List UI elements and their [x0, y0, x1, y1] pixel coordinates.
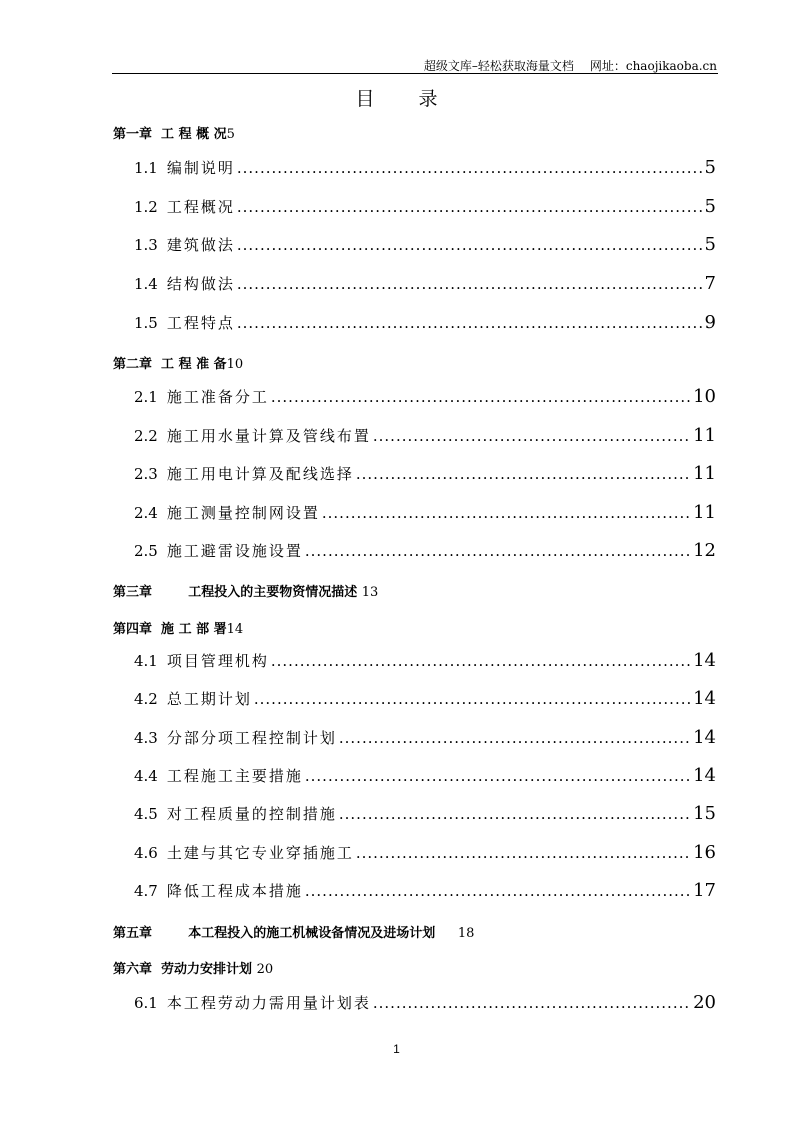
dot-leader: [305, 882, 691, 900]
section-label: 对工程质量的控制措施: [166, 805, 337, 823]
dot-leader: [356, 465, 691, 483]
section-number: 1.2: [134, 198, 158, 216]
page-ref: 5: [704, 196, 716, 217]
toc-section[interactable]: [134, 502, 716, 523]
dot-leader: [373, 427, 691, 445]
dot-leader: [305, 542, 691, 560]
section-number: 1.5: [134, 314, 158, 332]
section-number: 4.5: [134, 805, 158, 823]
toc-section[interactable]: [134, 386, 716, 407]
toc-chapter[interactable]: [113, 958, 273, 977]
toc-section[interactable]: [134, 803, 716, 824]
toc-section[interactable]: [134, 842, 716, 863]
dot-leader: [237, 275, 703, 293]
toc-section[interactable]: [134, 463, 716, 484]
section-number: 4.3: [134, 729, 158, 747]
section-label: 结构做法: [166, 275, 235, 293]
section-label: 施工准备分工: [166, 388, 269, 406]
section-number: 1.4: [134, 275, 158, 293]
section-label: 工程施工主要措施: [166, 767, 303, 785]
section-label: 分部分项工程控制计划: [166, 729, 337, 747]
section-label: 本工程劳动力需用量计划表: [166, 994, 371, 1012]
page-ref: 10: [226, 357, 244, 372]
page-ref: 7: [704, 273, 716, 294]
title-char: 录: [418, 88, 438, 110]
toc-chapter[interactable]: [113, 123, 235, 142]
toc-section[interactable]: [134, 312, 716, 333]
section-label: 施工用电计算及配线选择: [166, 465, 354, 483]
page-ref: 20: [693, 992, 716, 1013]
page-ref: 17: [693, 880, 716, 901]
page-ref: 15: [693, 803, 716, 824]
toc-section[interactable]: [134, 650, 716, 671]
toc-section[interactable]: [134, 157, 716, 178]
dot-leader: [271, 652, 691, 670]
section-label: 建筑做法: [166, 236, 235, 254]
toc-section[interactable]: [134, 273, 716, 294]
page-ref: 10: [693, 386, 716, 407]
page-ref: 14: [693, 650, 716, 671]
section-number: 4.2: [134, 690, 158, 708]
toc-section[interactable]: [134, 196, 716, 217]
toc-section[interactable]: [134, 765, 716, 786]
toc-section[interactable]: [134, 540, 716, 561]
section-label: 土建与其它专业穿插施工: [166, 844, 354, 862]
section-label: 工程概况: [166, 198, 235, 216]
page-ref: 14: [693, 688, 716, 709]
section-number: 4.6: [134, 844, 158, 862]
header-url: 网址：chaojikaoba.cn: [589, 59, 717, 73]
toc-section[interactable]: [134, 992, 716, 1013]
dot-leader: [237, 236, 703, 254]
chapter-label: 第五章 本工程投入的施工机械设备情况及进场计划: [113, 926, 458, 941]
toc-chapter[interactable]: [113, 581, 378, 600]
section-number: 1.1: [134, 159, 158, 177]
section-number: 2.5: [134, 542, 158, 560]
section-label: 项目管理机构: [166, 652, 269, 670]
section-number: 4.1: [134, 652, 158, 670]
chapter-label: 第二章 工 程 准 备: [113, 357, 227, 372]
toc-chapter[interactable]: [113, 922, 474, 941]
section-label: 施工避雷设施设置: [166, 542, 303, 560]
section-label: 总工期计划: [166, 690, 252, 708]
section-number: 1.3: [134, 236, 158, 254]
dot-leader: [271, 388, 691, 406]
section-number: 6.1: [134, 994, 158, 1012]
toc-title: [0, 84, 793, 111]
section-label: 施工用水量计算及管线布置: [166, 427, 371, 445]
dot-leader: [356, 844, 691, 862]
page-ref: 14: [693, 727, 716, 748]
toc-section[interactable]: [134, 727, 716, 748]
page-ref: 14: [226, 622, 244, 637]
chapter-label: 第六章 劳动力安排计划: [113, 962, 257, 977]
page-ref: 11: [693, 425, 716, 446]
page-ref: 20: [256, 962, 274, 977]
dot-leader: [237, 314, 703, 332]
dot-leader: [254, 690, 691, 708]
page-ref: 18: [457, 926, 475, 941]
title-char: 目: [355, 88, 375, 110]
dot-leader: [322, 504, 691, 522]
section-label: 降低工程成本措施: [166, 882, 303, 900]
page-ref: 5: [226, 127, 235, 142]
section-number: 2.1: [134, 388, 158, 406]
chapter-label: 第一章 工 程 概 况: [113, 127, 227, 142]
toc-section[interactable]: [134, 234, 716, 255]
section-label: 施工测量控制网设置: [166, 504, 320, 522]
section-label: 工程特点: [166, 314, 235, 332]
chapter-label: 第四章 施 工 部 署: [113, 622, 227, 637]
page-ref: 9: [704, 312, 716, 333]
page-ref: 11: [693, 502, 716, 523]
toc-chapter[interactable]: [113, 618, 243, 637]
section-number: 2.4: [134, 504, 158, 522]
toc-section[interactable]: [134, 880, 716, 901]
dot-leader: [237, 159, 703, 177]
toc-chapter[interactable]: [113, 353, 243, 372]
chapter-label: 第三章 工程投入的主要物资情况描述: [113, 585, 362, 600]
dot-leader: [237, 198, 703, 216]
page-ref: 13: [361, 585, 379, 600]
dot-leader: [373, 994, 691, 1012]
section-label: 编制说明: [166, 159, 235, 177]
section-number: 4.4: [134, 767, 158, 785]
page-header: [424, 57, 717, 74]
page-number: 1: [393, 1042, 400, 1056]
page-ref: 11: [693, 463, 716, 484]
dot-leader: [339, 729, 691, 747]
section-number: 2.2: [134, 427, 158, 445]
toc-section[interactable]: [134, 425, 716, 446]
page-ref: 16: [693, 842, 716, 863]
section-number: 2.3: [134, 465, 158, 483]
dot-leader: [305, 767, 691, 785]
page-ref: 5: [704, 157, 716, 178]
page-ref: 14: [693, 765, 716, 786]
dot-leader: [339, 805, 691, 823]
toc-section[interactable]: [134, 688, 716, 709]
section-number: 4.7: [134, 882, 158, 900]
header-site: 超级文库–轻松获取海量文档: [423, 59, 574, 73]
page-ref: 12: [693, 540, 716, 561]
page-ref: 5: [704, 234, 716, 255]
header-rule: [112, 73, 718, 74]
